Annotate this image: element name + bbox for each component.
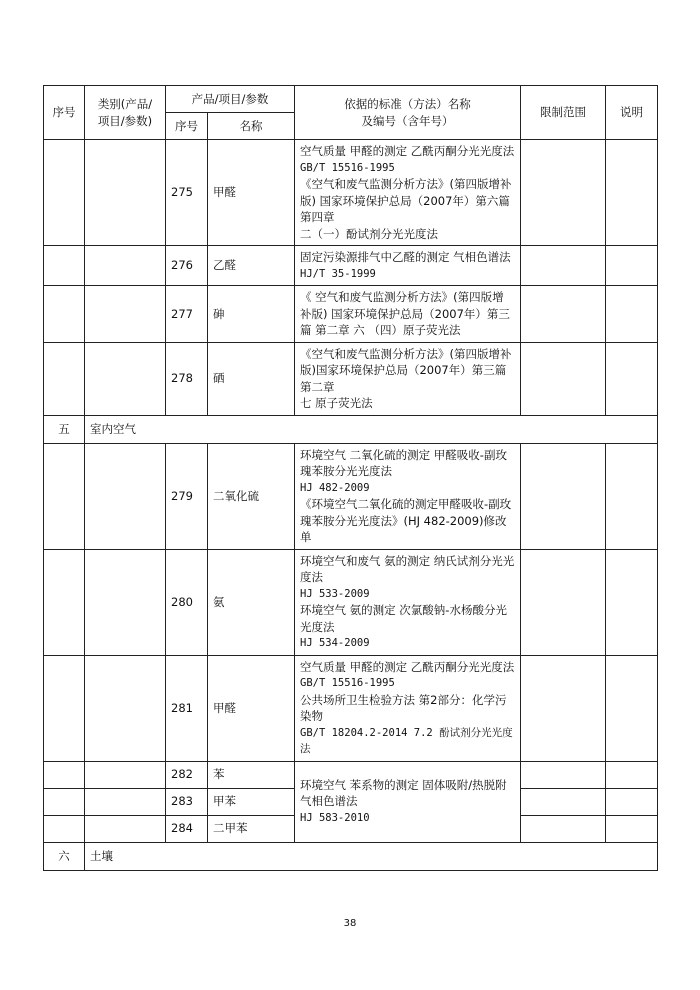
header-name: 名称	[208, 113, 295, 140]
standard-line: HJ 482-2009	[300, 481, 370, 494]
standard-line: 环境空气和废气 氨的测定 纳氏试剂分光光度法	[300, 553, 515, 584]
section-six	[44, 842, 658, 870]
cell-item-number: 282	[166, 761, 208, 788]
cell-standard	[295, 549, 521, 655]
cell-note	[606, 761, 658, 788]
cell-seq	[44, 761, 85, 788]
cell-note	[606, 246, 658, 286]
standard-line: 环境空气 氨的测定 次氯酸钠-水杨酸分光光度法	[300, 603, 507, 634]
cell-seq	[44, 655, 85, 761]
cell-category	[85, 140, 166, 246]
cell-item-name: 二氧化硫	[208, 443, 295, 549]
cell-note	[606, 788, 658, 815]
section-title: 室内空气	[85, 415, 658, 443]
standard-line: GB/T 15516-1995	[300, 677, 395, 689]
standard-line: 《空气和废气监测分析方法》(第四版增补版) 国家环境保护总局（2007年）第六篇 第四章	[300, 177, 512, 224]
page-number: 38	[343, 918, 357, 929]
standard-line: HJ 533-2009	[300, 587, 370, 600]
rows-group-c	[44, 761, 658, 842]
cell-item-name: 砷	[208, 286, 295, 343]
table-row	[44, 549, 658, 655]
cell-item-number: 277	[166, 286, 208, 343]
cell-category	[85, 815, 166, 842]
header-limit: 限制范围	[521, 86, 606, 140]
cell-note	[606, 655, 658, 761]
header-seq: 序号	[44, 86, 85, 140]
cell-item-name: 甲苯	[208, 788, 295, 815]
section-number: 五	[44, 415, 85, 443]
cell-standard	[295, 246, 521, 286]
standard-line: 空气质量 甲醛的测定 乙酰丙酮分光光度法	[300, 659, 515, 674]
standard-line: GB/T 18204.2-2014 7.2 酚试剂分光光度法	[300, 726, 513, 755]
standard-line: 《 空气和废气监测分析方法》(第四版增补版) 国家环境保护总局（2007年）第三篇 第二章 六 （四）原子荧光法	[300, 290, 510, 337]
table-row	[44, 655, 658, 761]
table-row	[44, 342, 658, 415]
cell-item-number: 279	[166, 443, 208, 549]
section-five	[44, 415, 658, 443]
standard-line: 《空气和废气监测分析方法》(第四版增补版)国家环境保护总局（2007年）第三篇 第二章	[300, 346, 512, 394]
cell-category	[85, 761, 166, 788]
table-header	[44, 86, 658, 140]
rows-group-b	[44, 443, 658, 761]
cell-seq	[44, 286, 85, 343]
cell-item-number: 284	[166, 815, 208, 842]
header-standard-line2: 及编号（含年号）	[361, 113, 454, 128]
cell-standard	[295, 140, 521, 246]
cell-note	[606, 342, 658, 415]
table-row	[44, 443, 658, 549]
rows-group-a	[44, 140, 658, 416]
cell-limit	[521, 655, 606, 761]
header-sub-seq: 序号	[166, 113, 208, 140]
cell-item-name: 苯	[208, 761, 295, 788]
standards-table	[43, 85, 658, 871]
table-row	[44, 246, 658, 286]
cell-item-number: 276	[166, 246, 208, 286]
cell-limit	[521, 788, 606, 815]
cell-item-number: 280	[166, 549, 208, 655]
cell-limit	[521, 140, 606, 246]
section-title: 土壤	[85, 842, 658, 870]
cell-standard	[295, 286, 521, 343]
cell-category	[85, 655, 166, 761]
table-row	[44, 286, 658, 343]
standard-line: HJ/T 35-1999	[300, 267, 376, 280]
cell-limit	[521, 342, 606, 415]
cell-note	[606, 549, 658, 655]
table-row	[44, 140, 658, 246]
header-product-group: 产品/项目/参数	[166, 86, 295, 113]
cell-standard	[295, 342, 521, 415]
cell-standard	[295, 443, 521, 549]
cell-limit	[521, 286, 606, 343]
cell-seq	[44, 246, 85, 286]
standard-line: 固定污染源排气中乙醛的测定 气相色谱法	[300, 250, 511, 264]
cell-item-name: 硒	[208, 342, 295, 415]
cell-item-name: 乙醛	[208, 246, 295, 286]
standard-line: 环境空气 苯系物的测定 固体吸附/热脱附 气相色谱法	[300, 777, 507, 809]
cell-item-name: 氨	[208, 549, 295, 655]
cell-seq	[44, 788, 85, 815]
header-standard-line1: 依据的标准（方法）名称	[344, 97, 471, 111]
cell-seq	[44, 815, 85, 842]
cell-note	[606, 286, 658, 343]
cell-item-number: 275	[166, 140, 208, 246]
standard-line: 《环境空气二氧化硫的测定甲醛吸收-副玫瑰苯胺分光光度法》(HJ 482-2009)修改单	[300, 497, 512, 544]
cell-seq	[44, 140, 85, 246]
cell-item-number: 283	[166, 788, 208, 815]
cell-category	[85, 788, 166, 815]
cell-limit	[521, 549, 606, 655]
section-row	[44, 415, 658, 443]
header-standard	[295, 86, 521, 140]
cell-limit	[521, 246, 606, 286]
standard-line: 七 原子荧光法	[300, 396, 373, 410]
cell-item-name: 二甲苯	[208, 815, 295, 842]
header-category-line1: 类别(产品/	[97, 97, 153, 111]
standard-line: 二（一）酚试剂分光光度法	[300, 226, 438, 241]
cell-item-number: 278	[166, 342, 208, 415]
standard-line: 环境空气 二氧化硫的测定 甲醛吸收-副玫瑰苯胺分光光度法	[300, 447, 507, 478]
section-number: 六	[44, 842, 85, 870]
standard-line: HJ 583-2010	[300, 811, 370, 824]
cell-limit	[521, 443, 606, 549]
cell-item-name: 甲醛	[208, 140, 295, 246]
cell-item-number: 281	[166, 655, 208, 761]
header-note: 说明	[606, 86, 658, 140]
cell-note	[606, 443, 658, 549]
cell-category	[85, 246, 166, 286]
standard-line: 空气质量 甲醛的测定 乙酰丙酮分光光度法	[300, 144, 515, 158]
standard-line: HJ 534-2009	[300, 637, 370, 649]
cell-category	[85, 549, 166, 655]
cell-limit	[521, 761, 606, 788]
cell-seq	[44, 342, 85, 415]
cell-item-name: 甲醛	[208, 655, 295, 761]
table-row	[44, 761, 658, 788]
cell-standard-merged	[295, 761, 521, 842]
standard-line: GB/T 15516-1995	[300, 161, 395, 174]
header-category-line2: 项目/参数)	[97, 113, 153, 128]
standard-line: 公共场所卫生检验方法 第2部分：化学污染物	[300, 692, 507, 723]
section-row	[44, 842, 658, 870]
cell-note	[606, 140, 658, 246]
cell-seq	[44, 443, 85, 549]
cell-limit	[521, 815, 606, 842]
cell-category	[85, 342, 166, 415]
cell-category	[85, 443, 166, 549]
cell-note	[606, 815, 658, 842]
cell-seq	[44, 549, 85, 655]
cell-standard	[295, 655, 521, 761]
header-category	[85, 86, 166, 140]
cell-category	[85, 286, 166, 343]
